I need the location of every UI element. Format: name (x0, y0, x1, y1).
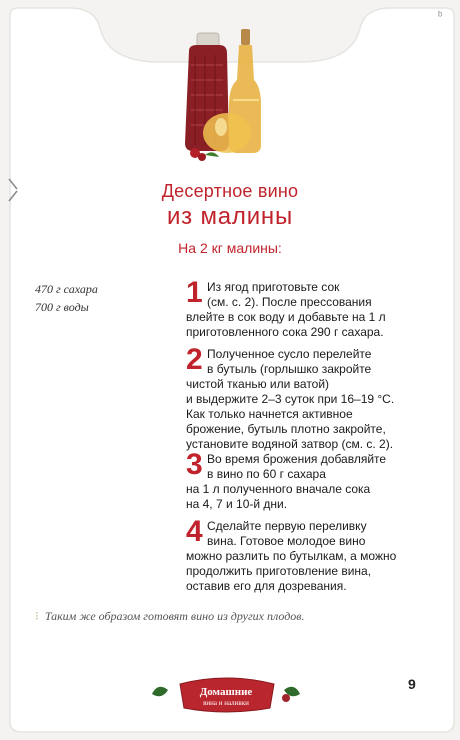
step-text-line: приготовленного сока 290 г сахара. (186, 325, 384, 339)
portion-size: На 2 кг малины: (178, 240, 282, 256)
step-text-line: чистой тканью или ватой) (186, 377, 330, 391)
step-text-line: и выдержите 2–3 суток при 16–19 °С. (186, 392, 395, 406)
series-logo (146, 672, 306, 716)
recipe-title-line2: из малины (166, 203, 294, 230)
svg-text:вина и наливки: вина и наливки (203, 699, 249, 707)
note-bullet-icon: ⁝ (35, 609, 39, 623)
step-number: 2 (186, 343, 203, 376)
step-2 (186, 343, 395, 452)
ingredient-item: 470 г сахара (35, 282, 98, 296)
step-text-line: влейте в сок воду и добавьте на 1 л (186, 310, 386, 324)
step-text-first: Сделайте первую переливку (207, 519, 367, 533)
step-text-line: можно разлить по бутылкам, а можно (186, 549, 397, 563)
step-text-line: на 4, 7 и 10-й дни. (186, 497, 288, 511)
step-1 (186, 276, 386, 340)
ingredient-item: 700 г воды (35, 300, 89, 314)
step-text-line: оставив его для дозревания. (186, 579, 347, 593)
wine-bottles-illustration (175, 25, 275, 165)
step-text-line: Как только начнется активное (186, 407, 353, 421)
step-text-line: (см. с. 2). После прессования (207, 295, 372, 309)
step-text-line: установите водяной затвор (см. с. 2). (186, 437, 394, 451)
step-number: 1 (186, 276, 203, 309)
step-text-line: брожение, бутыль плотно закройте, (186, 422, 386, 436)
step-number: 3 (186, 448, 203, 481)
leaf-icon (152, 687, 168, 696)
step-3 (186, 448, 387, 512)
page-number: 9 (408, 676, 416, 692)
step-text-line: на 1 л полученного вначале сока (186, 482, 371, 496)
ingredients-list (35, 280, 155, 316)
step-text-first: Из ягод приготовьте сок (207, 280, 340, 294)
step-text-line: вина. Готовое молодое вино (207, 534, 366, 548)
step-text-first: Во время брожения добавляйте (207, 452, 387, 466)
step-text-first: Полученное сусло перелейте (207, 347, 372, 361)
footnote-text: Таким же образом готовят вино из других плодов. (44, 609, 305, 623)
corner-mark: ᵇ (438, 10, 443, 22)
step-text-line: продолжить приготовление вина, (186, 564, 372, 578)
step-4 (186, 515, 397, 594)
step-number: 4 (186, 515, 203, 548)
step-text-line: в бутыль (горлышко закройте (207, 362, 372, 376)
svg-text:Домашние: Домашние (199, 686, 253, 698)
recipe-title-line1: Десертное вино (161, 181, 299, 201)
footnote (35, 609, 415, 624)
step-text-line: в вино по 60 г сахара (207, 467, 326, 481)
